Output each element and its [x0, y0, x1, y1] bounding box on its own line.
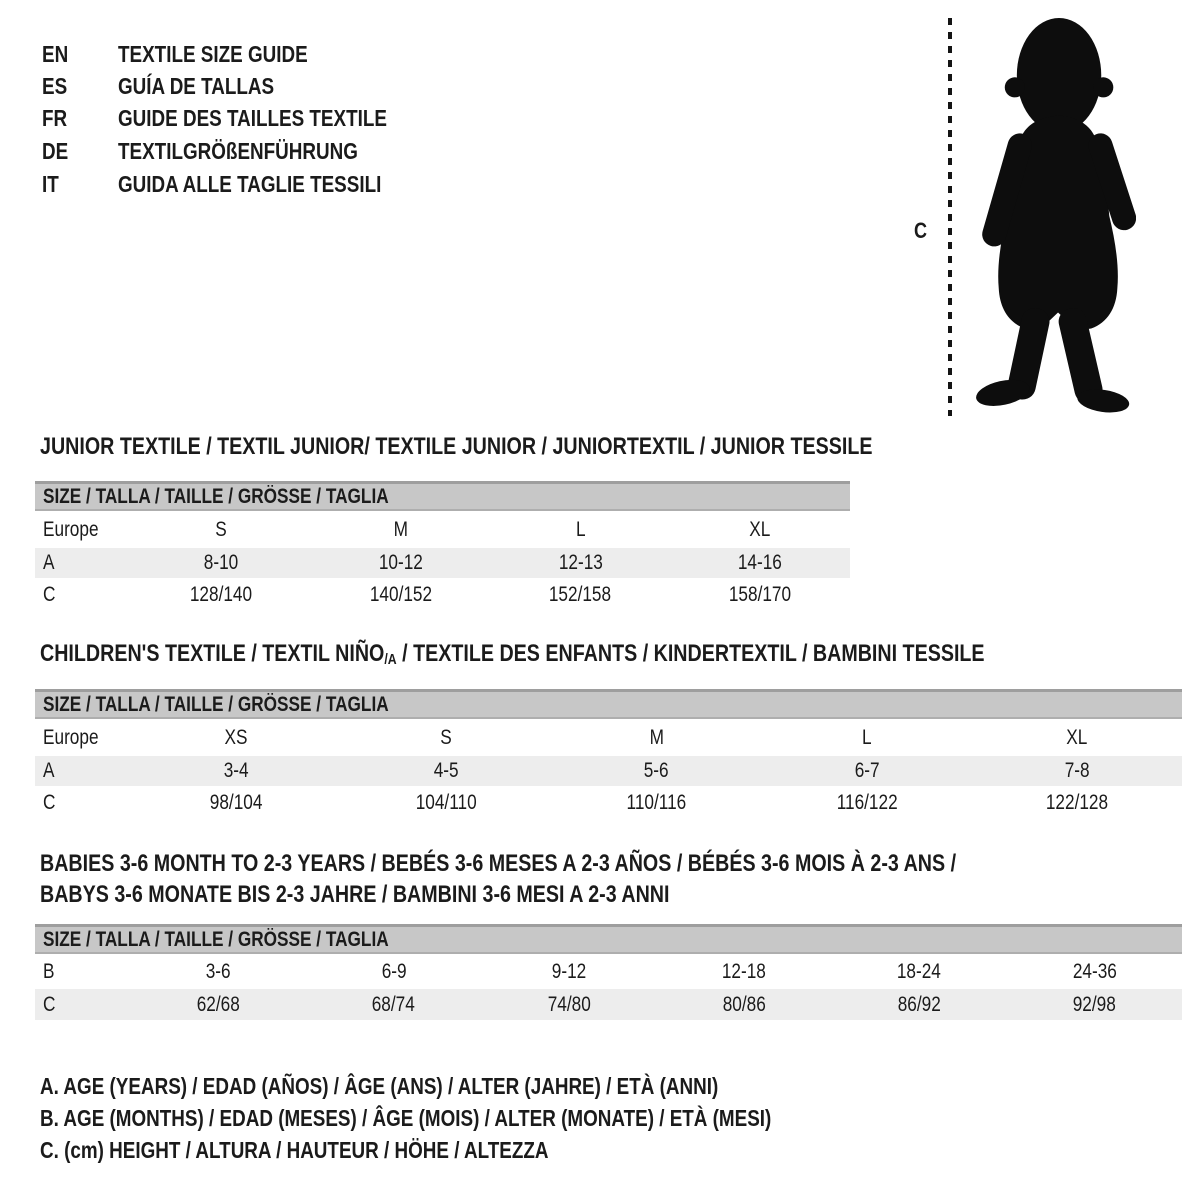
size-cell: L [861, 725, 872, 749]
height-measure-dashed-line [948, 18, 952, 416]
language-code: IT [42, 171, 59, 197]
age-cell: 8-10 [203, 551, 239, 574]
legend-height-cm: C. (cm) HEIGHT / ALTURA / HAUTEUR / HÖHE / ALTEZZA [40, 1137, 549, 1163]
junior-section-title: JUNIOR TEXTILE / TEXTIL JUNIOR/ TEXTILE JUNIOR / JUNIORTEXTIL / JUNIOR TESSILE [40, 433, 873, 460]
height-cell: 158/170 [728, 582, 792, 606]
table-row-europe [35, 511, 850, 548]
babies-section-title-line1: BABIES 3-6 MONTH TO 2-3 YEARS / BEBÉS 3-6 MESES A 2-3 AÑOS / BÉBÉS 3-6 MOIS À 2-3 ANS / [40, 850, 957, 877]
table-row-age [35, 548, 850, 578]
age-cell: 3-4 [223, 759, 249, 782]
guide-title-de: TEXTILGRÖßENFÜHRUNG [118, 138, 358, 164]
size-header-bar: SIZE / TALLA / TAILLE / GRÖSSE / TAGLIA [35, 924, 1182, 954]
guide-title-en: TEXTILE SIZE GUIDE [118, 41, 308, 67]
row-label: A [43, 551, 55, 574]
height-cell: 152/158 [549, 582, 612, 606]
size-cell: L [575, 517, 586, 541]
height-cell: 122/128 [1045, 790, 1109, 814]
height-cell: 116/122 [836, 790, 898, 814]
height-cell: 140/152 [369, 582, 432, 606]
height-cell: 128/140 [189, 582, 252, 606]
height-cell: 98/104 [209, 790, 263, 814]
children-size-table [35, 689, 1182, 819]
size-cell: XL [1066, 725, 1088, 749]
row-label: C [43, 582, 56, 606]
height-cell: 68/74 [372, 992, 416, 1016]
height-cell: 62/68 [197, 992, 241, 1016]
size-cell: M [393, 517, 408, 541]
size-header-bar: SIZE / TALLA / TAILLE / GRÖSSE / TAGLIA [35, 689, 1182, 719]
size-header-bar: SIZE / TALLA / TAILLE / GRÖSSE / TAGLIA [35, 481, 850, 511]
height-cell: 74/80 [547, 992, 591, 1016]
nino-a-subscript: /A [384, 651, 397, 668]
ear-right [1093, 77, 1113, 97]
height-cell: 80/86 [722, 992, 766, 1016]
months-cell: 18-24 [897, 959, 942, 983]
size-cell: S [215, 517, 227, 541]
months-cell: 12-18 [722, 959, 767, 983]
language-code: FR [42, 105, 68, 131]
table-row-age [35, 756, 1182, 786]
age-cell: 12-13 [558, 551, 603, 574]
legend-age-months: B. AGE (MONTHS) / EDAD (MESES) / ÂGE (MOIS) / ALTER (MONATE) / ETÀ (MESI) [40, 1105, 772, 1131]
row-label: A [43, 759, 55, 782]
age-cell: 6-7 [854, 759, 880, 782]
size-cell: M [649, 725, 664, 749]
guide-title-it: GUIDA ALLE TAGLIE TESSILI [118, 171, 382, 197]
age-cell: 10-12 [378, 551, 423, 574]
row-label: Europe [43, 725, 99, 749]
height-cell: 92/98 [1072, 992, 1116, 1016]
children-section-title: CHILDREN'S TEXTILE / TEXTIL NIÑO/A / TEXTILE DES ENFANTS / KINDERTEXTIL / BAMBINI TESSILE [40, 640, 985, 668]
size-cell: S [440, 725, 453, 749]
row-label: C [43, 790, 56, 814]
babies-section-title-line2: BABYS 3-6 MONATE BIS 2-3 JAHRE / BAMBINI 3-6 MESI A 2-3 ANNI [40, 881, 670, 908]
size-cell: XS [224, 725, 248, 749]
height-cell: 104/110 [415, 790, 477, 814]
ear-left [1005, 77, 1025, 97]
months-cell: 24-36 [1072, 959, 1117, 983]
table-row-height [35, 578, 850, 611]
legend-age-years: A. AGE (YEARS) / EDAD (AÑOS) / ÂGE (ANS) / ALTER (JAHRE) / ETÀ (ANNI) [40, 1073, 719, 1099]
age-cell: 5-6 [644, 759, 669, 782]
row-label: C [43, 992, 56, 1016]
height-measure-label: C [914, 218, 928, 243]
language-code: ES [42, 73, 68, 99]
months-cell: 3-6 [206, 959, 232, 983]
size-cell: XL [749, 517, 771, 541]
age-cell: 7-8 [1064, 759, 1090, 782]
row-label: B [43, 959, 55, 983]
table-row-height [35, 989, 1182, 1020]
months-cell: 6-9 [381, 959, 407, 983]
toddler-silhouette-icon [964, 15, 1136, 417]
height-cell: 110/116 [626, 790, 687, 814]
age-cell: 14-16 [738, 551, 783, 574]
table-row-height [35, 786, 1182, 819]
table-row-months [35, 954, 1182, 989]
language-code: EN [42, 41, 69, 67]
table-row-europe [35, 719, 1182, 756]
months-cell: 9-12 [551, 959, 587, 983]
age-cell: 4-5 [433, 759, 459, 782]
row-label: Europe [43, 517, 99, 541]
guide-title-fr: GUIDE DES TAILLES TEXTILE [118, 105, 387, 131]
junior-size-table [35, 481, 850, 611]
babies-size-table [35, 924, 1182, 1020]
language-code: DE [42, 138, 69, 164]
guide-title-es: GUÍA DE TALLAS [118, 73, 275, 99]
height-cell: 86/92 [897, 992, 941, 1016]
